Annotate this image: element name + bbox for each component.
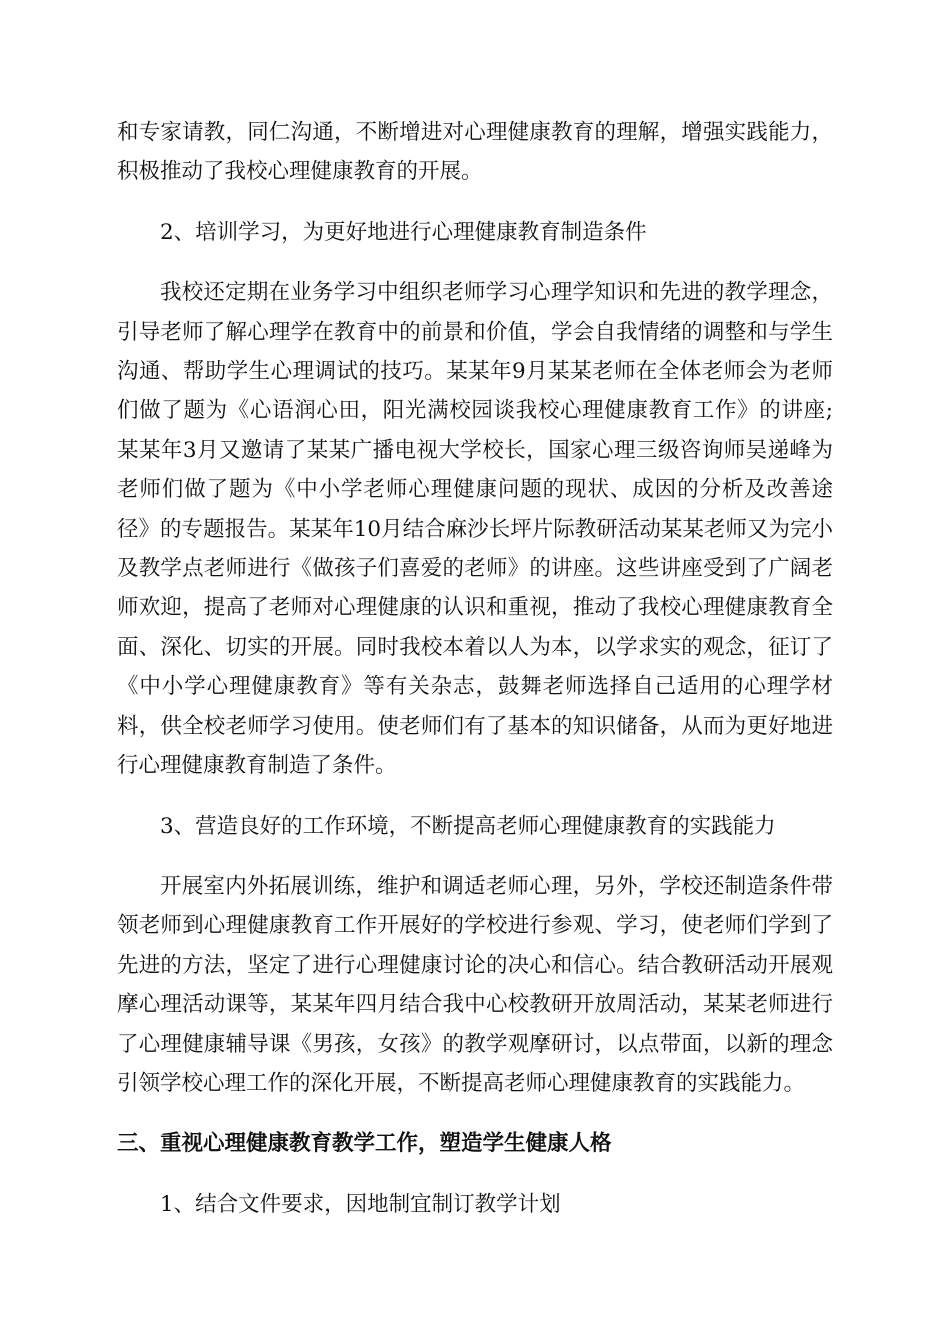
- subheading-teaching-plan: 1、结合文件要求，因地制宜制订教学计划: [160, 1191, 561, 1217]
- section-title-teaching: 三、重视心理健康教育教学工作，塑造学生健康人格: [117, 1131, 612, 1157]
- document-body: [117, 113, 833, 1245]
- paragraph-continued: 和专家请教，同仁沟通，不断增进对心理健康教育的理解，增强实践能力，积极推动了我校心理健康教育的开展。: [117, 120, 833, 185]
- paragraph-environment: 开展室内外拓展训练，维护和调适老师心理，另外，学校还制造条件带领老师到心理健康教育工作开展好的学校进行参观、学习，使老师们学到了先进的方法，坚定了进行心理健康讨论的决心和信心。结合教研活动开展观摩心理活动课等，某某年四月结合我中心校教研开放周活动，某某老师进行了心理健康辅导课《男孩，女孩》的教学观摩研讨，以点带面，以新的理念引领学校心理工作的深化开展，不断提高老师心理健康教育的实践能力。: [117, 873, 833, 1096]
- subheading-environment: 3、营造良好的工作环境，不断提高老师心理健康教育的实践能力: [160, 813, 776, 839]
- subheading-training: 2、培训学习，为更好地进行心理健康教育制造条件: [160, 219, 647, 245]
- paragraph-training: 我校还定期在业务学习中组织老师学习心理学知识和先进的教学理念，引导老师了解心理学在教育中的前景和价值，学会自我情绪的调整和与学生沟通、帮助学生心理调试的技巧。某某年9月某某老师在全体老师会为老师们做了题为《心语润心田，阳光满校园谈我校心理健康教育工作》的讲座;某某年3月又邀请了某某广播电视大学校长，国家心理三级咨询师吴递峰为老师们做了题为《中小学老师心理健康问题的现状、成因的分析及改善途径》的专题报告。某某年10月结合麻沙长坪片际教研活动某某老师又为完小及教学点老师进行《做孩子们喜爱的老师》的讲座。这些讲座受到了广阔老师欢迎，提高了老师对心理健康的认识和重视，推动了我校心理健康教育全面、深化、切实的开展。同时我校本着以人为本，以学求实的观念，征订了《中小学心理健康教育》等有关杂志，鼓舞老师选择自己适用的心理学材料，供全校老师学习使用。使老师们有了基本的知识储备，从而为更好地进行心理健康教育制造了条件。: [117, 280, 833, 779]
